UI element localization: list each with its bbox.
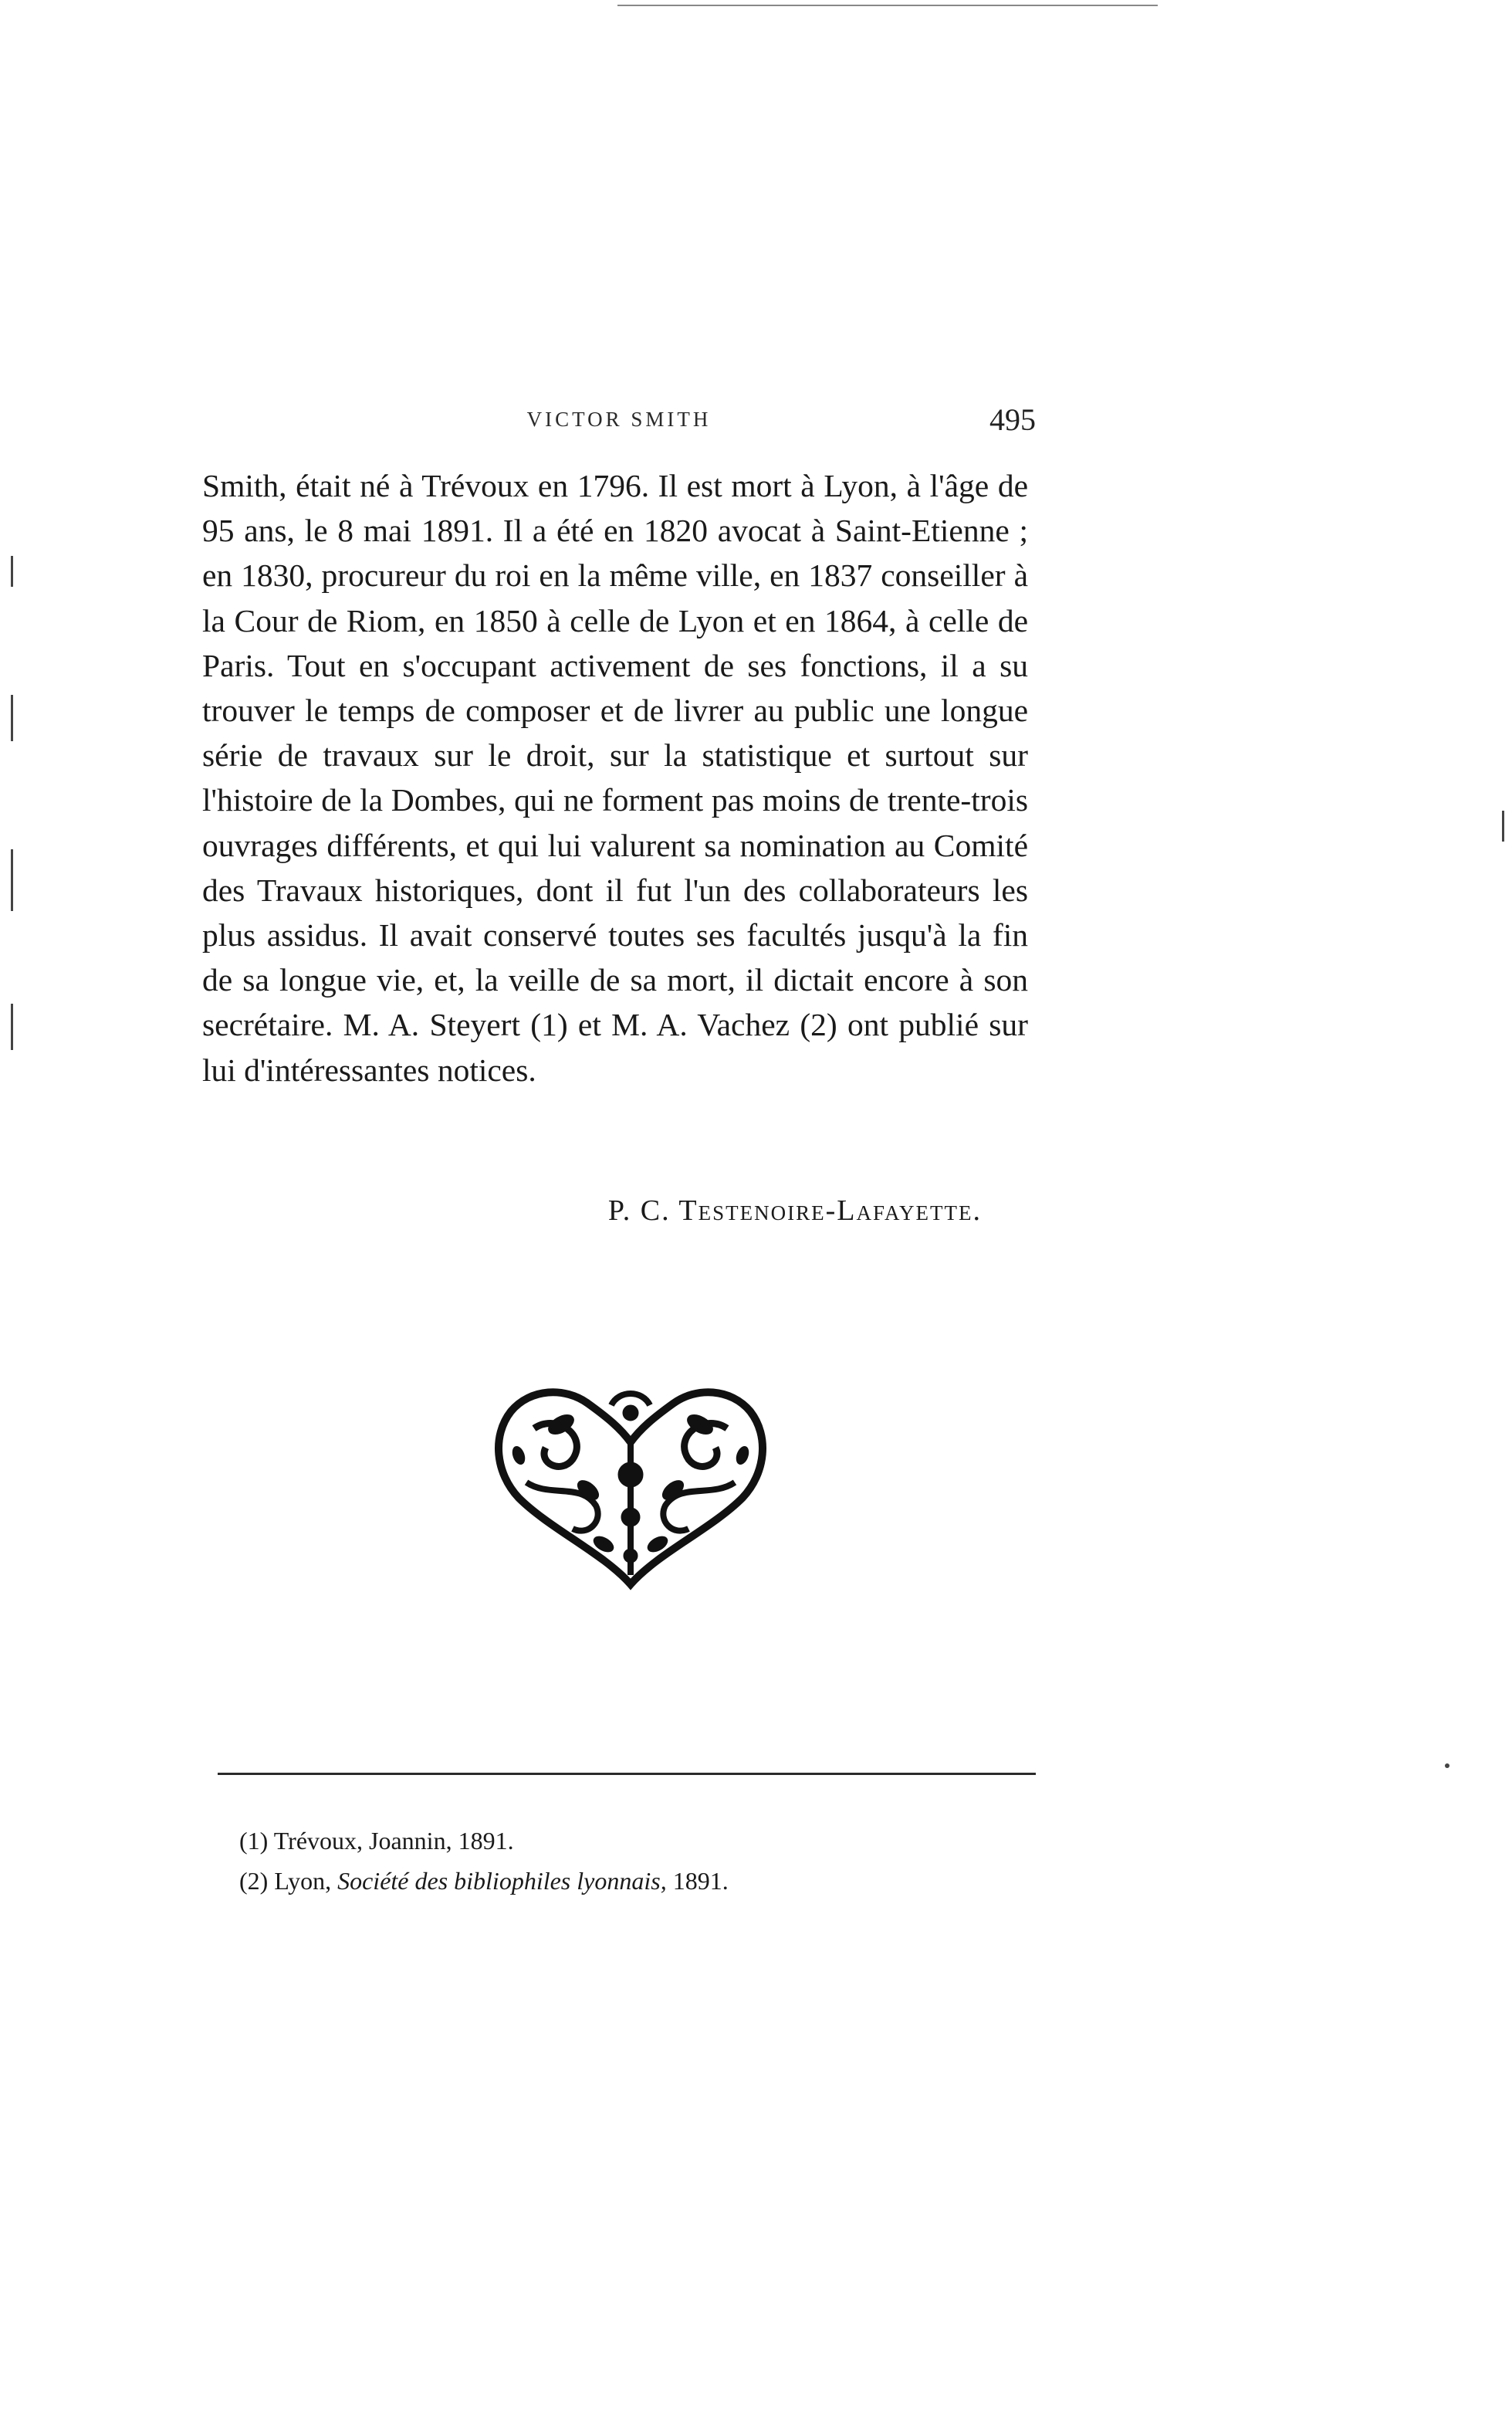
footnote-text: Lyon, <box>274 1867 332 1895</box>
body-text <box>202 463 1028 1092</box>
page-number: 495 <box>989 402 1036 437</box>
heart-ornament-icon <box>488 1382 773 1590</box>
scan-edge-mark <box>11 556 13 587</box>
footnotes <box>239 1821 1011 1901</box>
scan-edge-mark <box>1502 811 1504 842</box>
running-title: VICTOR SMITH <box>526 408 712 431</box>
footnote-marker: (2) <box>239 1867 269 1895</box>
body-paragraph: Smith, était né à Trévoux en 1796. Il est mort à Lyon, à l'âge de 95 ans, le 8 mai 1891. Il a été en 1820 avocat à Saint-Etienne ; en 1830, procureur du roi en la même ville, en 1837 conseiller à la Cour de Riom, en 1850 à celle de Lyon et en 1864, à celle de Paris. Tout en s'occupant activement de ses fonctions, il a su trouver le temps de composer et de livrer au public une longue série de travaux sur le droit, sur la statistique et surtout sur l'histoire de la Dombes, qui ne forment pas moins de trente-trois ouvrages différents, et qui lui valurent sa nomination au Comité des Travaux historiques, dont il fut l'un des collaborateurs les plus assidus. Il avait conservé toutes ses facultés jusqu'à la fin de sa longue vie, et, la veille de sa mort, il dictait encore à son secrétaire. M. A. Steyert (1) et M. A. Vachez (2) ont publié sur lui d'intéressantes notices. <box>202 468 1028 1088</box>
footnote-1 <box>239 1821 1011 1861</box>
footnote-rule <box>218 1773 1036 1775</box>
running-head <box>202 401 1036 440</box>
footnote-year: 1891. <box>672 1867 729 1895</box>
scan-edge-mark <box>11 849 13 911</box>
author-signature: P. C. Testenoire-Lafayette. <box>607 1194 982 1227</box>
footnote-text: Trévoux, Joannin, 1891. <box>273 1827 514 1855</box>
scan-edge-mark <box>11 1004 13 1050</box>
footnote-italic-title: Société des bibliophiles lyonnais, <box>337 1867 667 1895</box>
footnote-2 <box>239 1861 1011 1901</box>
scan-edge-mark <box>11 695 13 741</box>
scan-edge-mark <box>1445 1763 1449 1768</box>
scan-edge-mark <box>617 5 1158 6</box>
footnote-marker: (1) <box>239 1827 269 1855</box>
